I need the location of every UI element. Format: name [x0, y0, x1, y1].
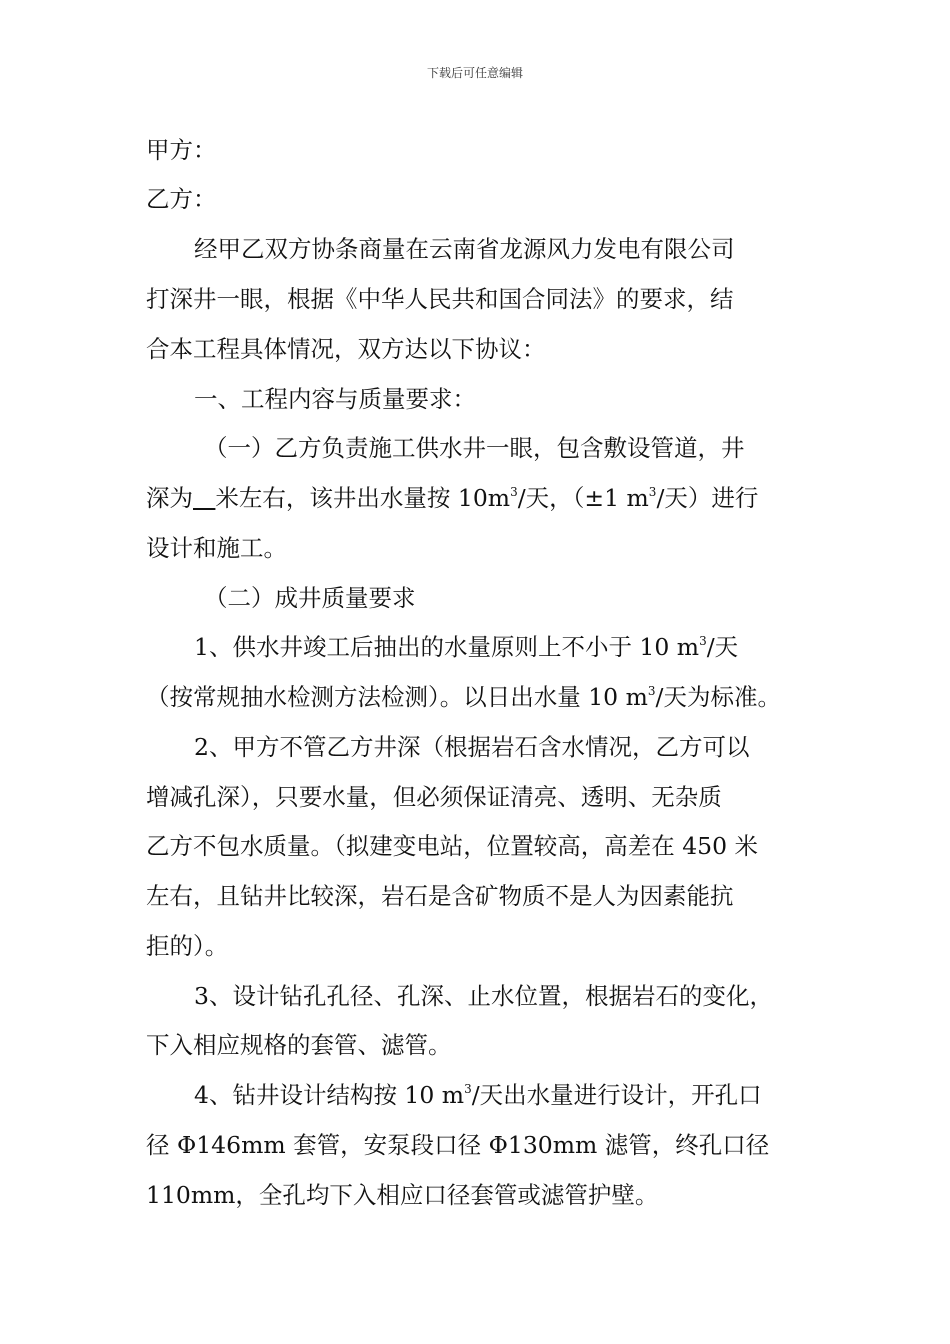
- paragraph-line: 3、设计钻孔孔径、孔深、止水位置，根据岩石的变化，: [194, 982, 773, 1010]
- paragraph-line: 设计和施工。: [146, 534, 287, 562]
- paragraph-line: 左右，且钻井比较深，岩石是含矿物质不是人为因素能抗: [146, 882, 734, 910]
- page-header: 下载后可任意编辑: [426, 66, 523, 80]
- paragraph-line: 2、甲方不管乙方井深（根据岩石含水情况，乙方可以: [194, 733, 750, 761]
- text-span: 1、供水井竣工后抽出的水量原则上不小于 10 m: [194, 633, 700, 661]
- superscript: 3: [647, 684, 656, 698]
- text-span: 深为: [146, 484, 193, 512]
- blank-field: [193, 484, 215, 512]
- superscript: 3: [648, 485, 657, 499]
- paragraph-line: 合本工程具体情况，双方达以下协议：: [146, 335, 546, 363]
- subsection-heading: （二）成井质量要求: [204, 584, 416, 612]
- paragraph-line: 下入相应规格的套管、滤管。: [146, 1031, 452, 1059]
- paragraph-line: 拒的）。: [146, 932, 229, 960]
- text-span: 4、钻井设计结构按 10 m: [194, 1081, 465, 1109]
- paragraph-line: [146, 482, 758, 514]
- paragraph-line: [194, 631, 738, 663]
- paragraph-line: 径 Φ146mm 套管，安泵段口径 Φ130mm 滤管，终孔口径: [146, 1131, 770, 1159]
- paragraph-line: 110mm，全孔均下入相应口径套管或滤管护壁。: [146, 1181, 659, 1209]
- superscript: 3: [464, 1082, 472, 1096]
- text-span: /天出水量进行设计，开孔口: [471, 1081, 762, 1109]
- paragraph-line: [194, 1079, 762, 1111]
- section-heading: 一、工程内容与质量要求：: [194, 385, 476, 413]
- text-span: /天）进行: [656, 484, 759, 512]
- superscript: 3: [510, 485, 518, 499]
- party-a-line: 甲方：: [146, 136, 217, 164]
- text-span: （按常规抽水检测方法检测）。以日出水量 10 m: [146, 683, 648, 711]
- paragraph-line: （一）乙方负责施工供水井一眼，包含敷设管道，井: [204, 434, 745, 462]
- text-span: /天: [706, 633, 739, 661]
- text-span: 米左右，该井出水量按 10m: [215, 484, 511, 512]
- text-span: /天，（±1 m: [517, 484, 649, 512]
- paragraph-line: 经甲乙双方协条商量在云南省龙源风力发电有限公司: [194, 235, 735, 263]
- paragraph-line: [146, 681, 781, 713]
- superscript: 3: [699, 634, 707, 648]
- party-b-line: 乙方：: [146, 185, 217, 213]
- paragraph-line: 增减孔深），只要水量，但必须保证清亮、透明、无杂质: [146, 783, 722, 811]
- paragraph-line: 乙方不包水质量。（拟建变电站，位置较高，高差在 450 米: [146, 832, 759, 860]
- text-span: /天为标准。: [655, 683, 781, 711]
- paragraph-line: 打深井一眼，根据《中华人民共和国合同法》的要求，结: [146, 285, 734, 313]
